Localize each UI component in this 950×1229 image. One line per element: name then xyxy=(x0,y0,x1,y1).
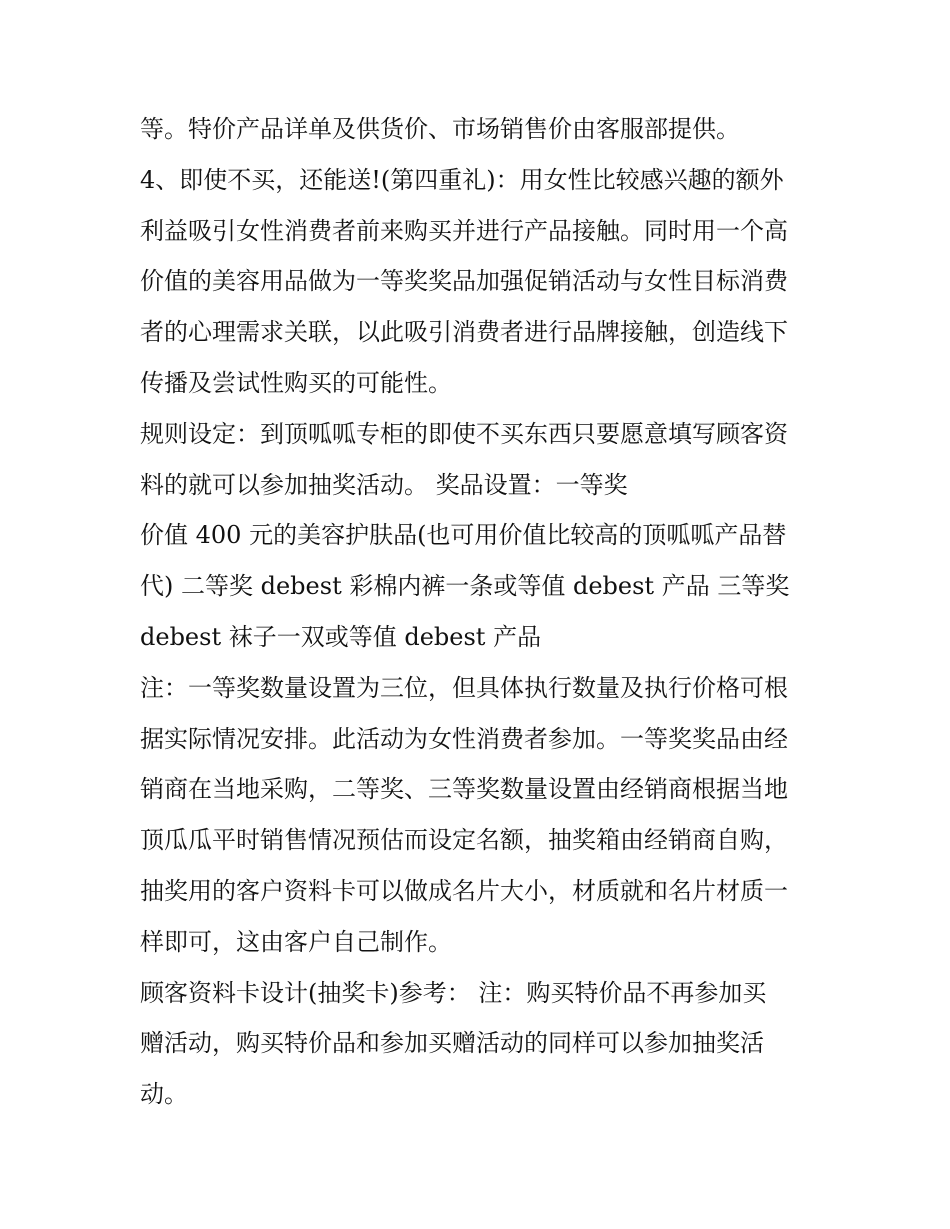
text-line: 4、即使不买，还能送!(第四重礼)：用女性比较感兴趣的额外 xyxy=(140,165,784,194)
text-line: 注：一等奖数量设置为三位，但具体执行数量及执行价格可根 xyxy=(140,673,788,702)
text-line: 赠活动，购买特价品和参加买赠活动的同样可以参加抽奖活 xyxy=(140,1029,764,1058)
text-line: 抽奖用的客户资料卡可以做成名片大小，材质就和名片材质一 xyxy=(140,876,788,905)
text-line: 销商在当地采购，二等奖、三等奖数量设置由经销商根据当地 xyxy=(140,775,788,804)
text-line: 价值 400 元的美容护肤品(也可用价值比较高的顶呱呱产品替 xyxy=(140,521,787,550)
text-line: 样即可，这由客户自己制作。 xyxy=(140,927,452,956)
text-line: 传播及尝试性购买的可能性。 xyxy=(140,368,452,397)
document-body xyxy=(140,104,820,1120)
text-line: 动。 xyxy=(140,1080,188,1109)
text-line: 顶瓜瓜平时销售情况预估而设定名额，抽奖箱由经销商自购， xyxy=(140,826,788,855)
text-line: 顾客资料卡设计(抽奖卡)参考： 注：购买特价品不再参加买 xyxy=(140,978,767,1007)
text-line: debest 袜子一双或等值 debest 产品 xyxy=(140,622,542,651)
text-line: 据实际情况安排。此活动为女性消费者参加。一等奖奖品由经 xyxy=(140,724,788,753)
text-line: 代) 二等奖 debest 彩棉内裤一条或等值 debest 产品 三等奖 xyxy=(140,572,790,601)
text-line: 料的就可以参加抽奖活动。 奖品设置：一等奖 xyxy=(140,470,628,499)
text-line: 者的心理需求关联，以此吸引消费者进行品牌接触，创造线下 xyxy=(140,318,788,347)
text-line: 等。特价产品详单及供货价、市场销售价由客服部提供。 xyxy=(140,115,740,143)
text-line: 价值的美容用品做为一等奖奖品加强促销活动与女性目标消费 xyxy=(140,267,788,296)
text-line: 利益吸引女性消费者前来购买并进行产品接触。同时用一个高 xyxy=(140,216,788,245)
text-line: 规则设定：到顶呱呱专柜的即使不买东西只要愿意填写顾客资 xyxy=(140,419,788,448)
